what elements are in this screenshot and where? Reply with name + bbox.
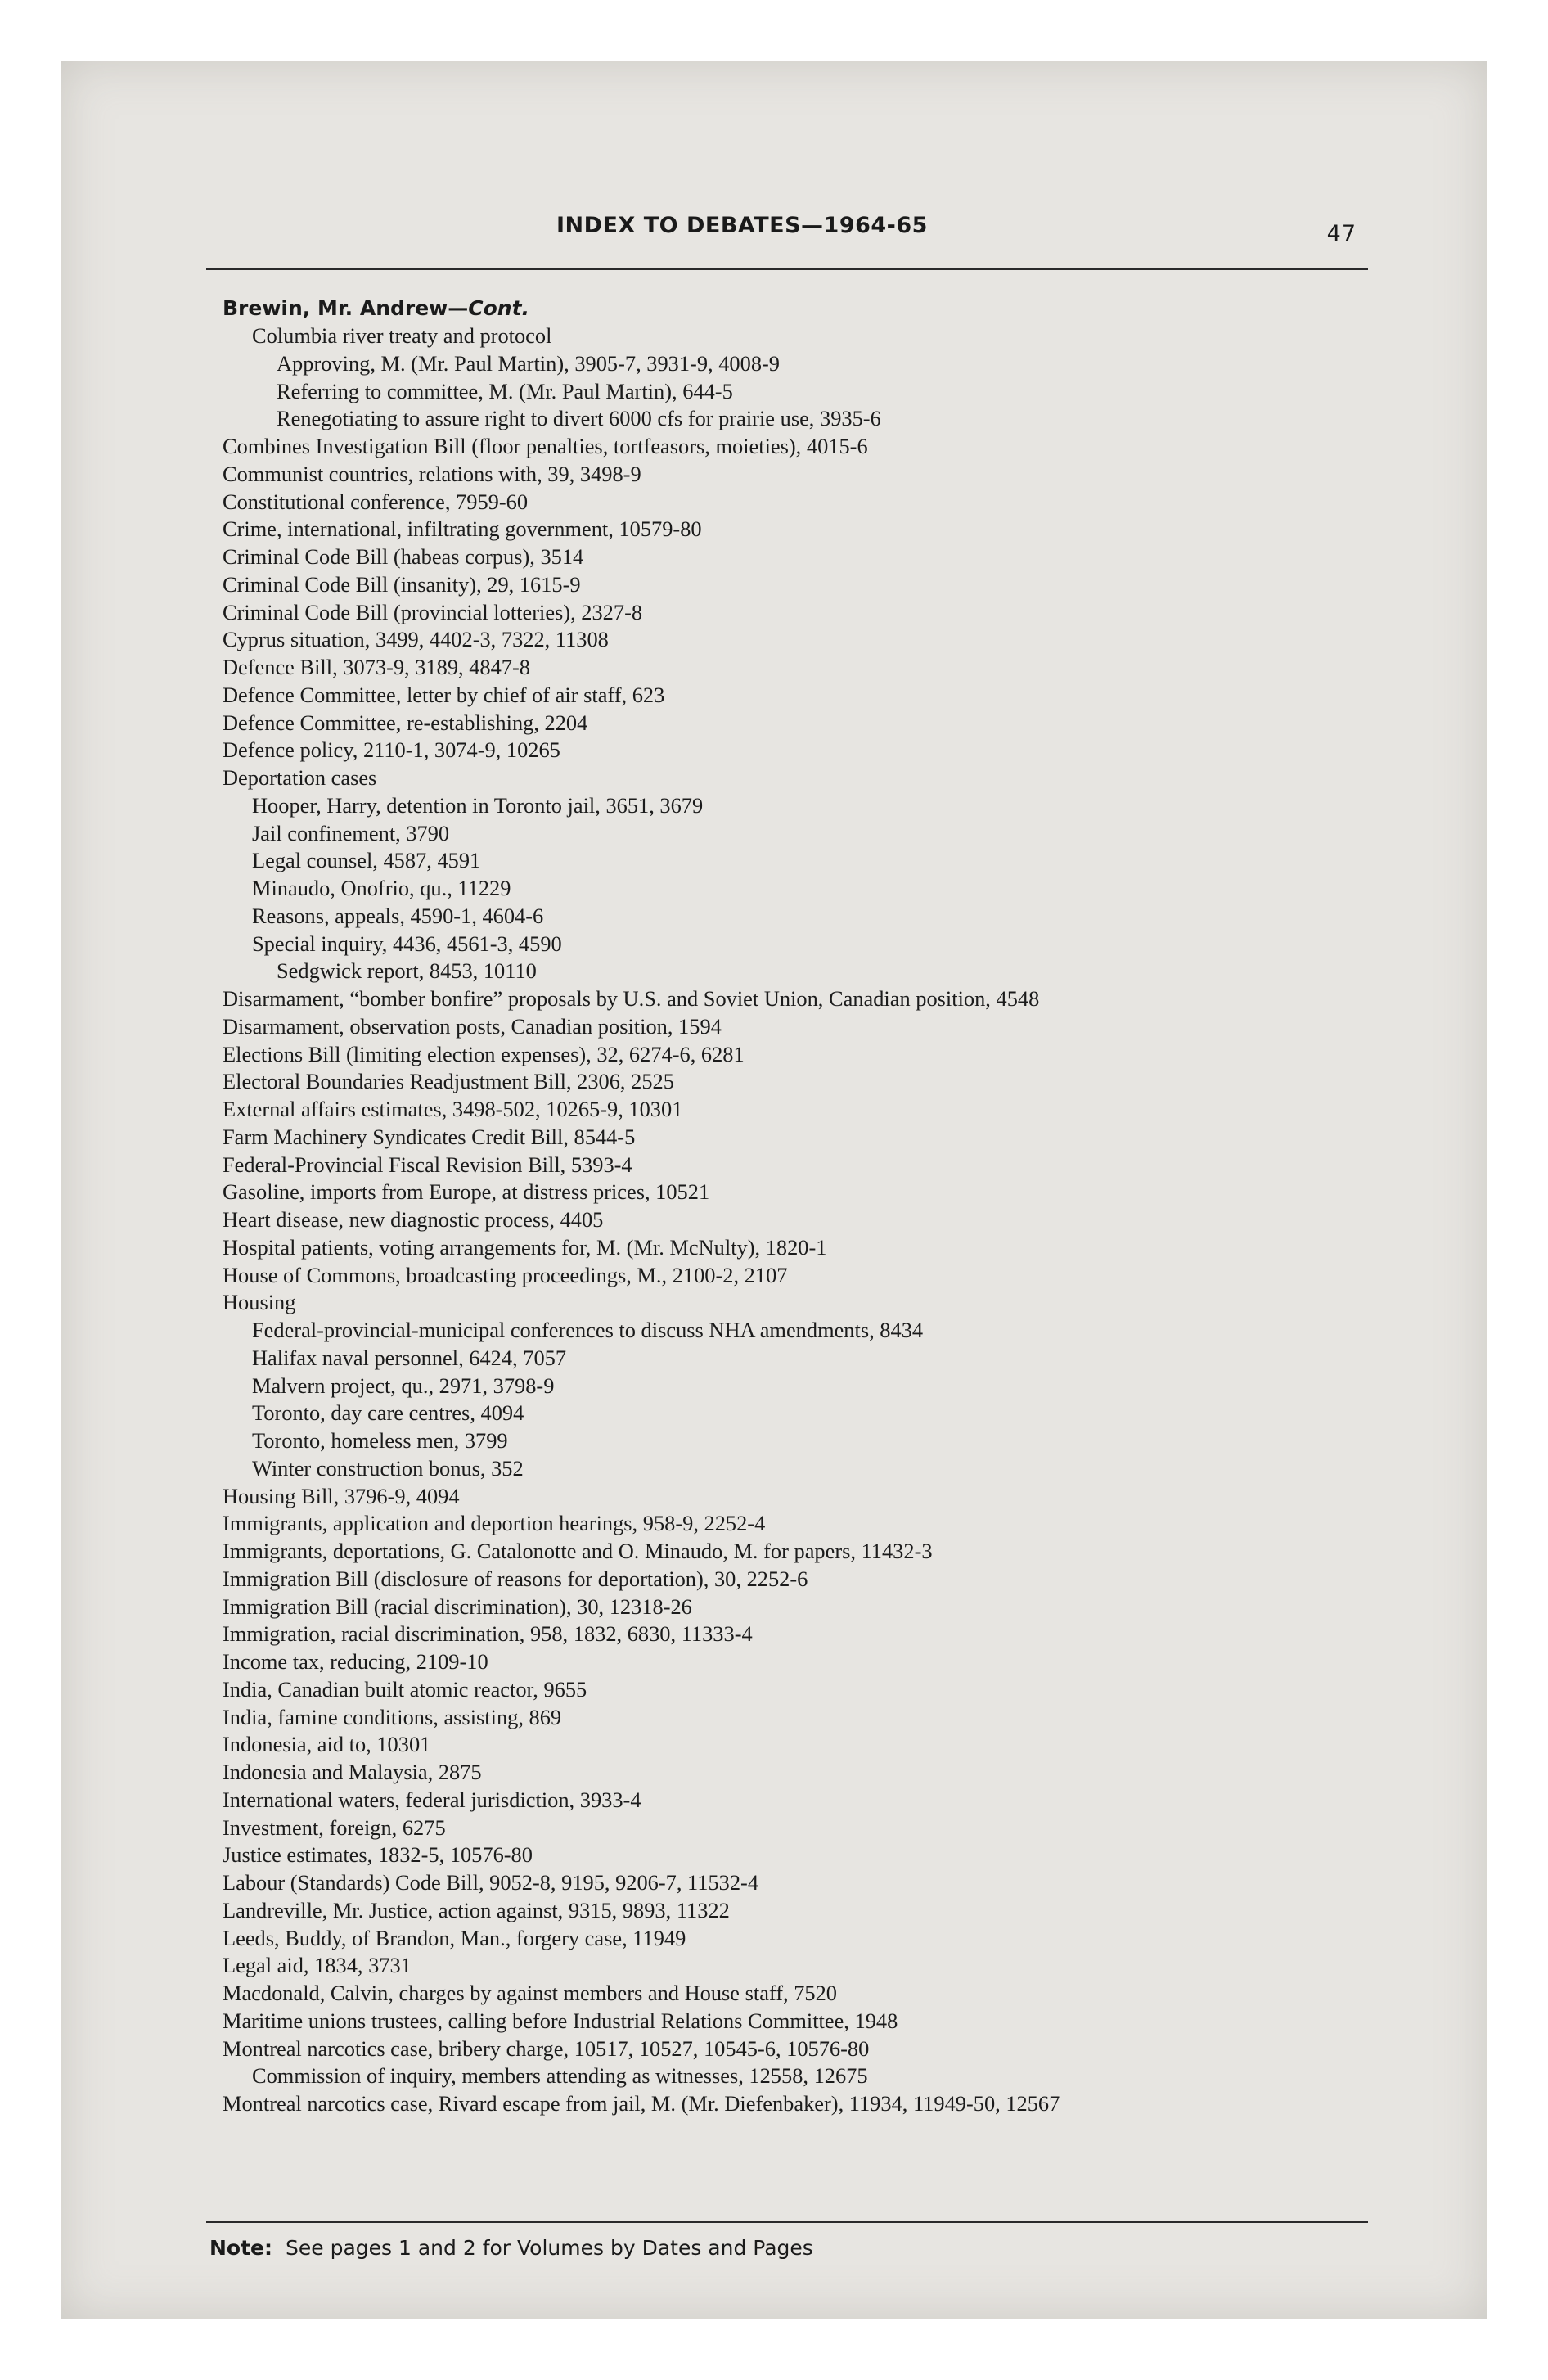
index-entry: External affairs estimates, 3498-502, 10265-9, 10301: [223, 1097, 683, 1121]
index-entry: Referring to committee, M. (Mr. Paul Martin), 644-5: [277, 378, 733, 403]
index-entry: Toronto, day care centres, 4094: [252, 1400, 524, 1426]
index-entry: Constitutional conference, 7959-60: [223, 489, 529, 514]
index-entry: Special inquiry, 4436, 4561-3, 4590: [252, 931, 562, 956]
index-entry: Criminal Code Bill (provincial lotteries), 2327-8: [223, 599, 643, 624]
index-entry: Montreal narcotics case, bribery charge, 10517, 10527, 10545-6, 10576-80: [223, 2035, 870, 2061]
index-entry: Farm Machinery Syndicates Credit Bill, 8544-5: [223, 1124, 636, 1149]
index-entry: Communist countries, relations with, 39, 3498-9: [223, 461, 641, 486]
index-entry: Combines Investigation Bill (floor penalties, tortfeasors, moieties), 4015-6: [223, 434, 868, 458]
index-entry: Legal counsel, 4587, 4591: [252, 848, 481, 873]
index-entry: Hooper, Harry, detention in Toronto jail, 3651, 3679: [252, 792, 704, 818]
index-entry: Approving, M. (Mr. Paul Martin), 3905-7, 3931-9, 4008-9: [277, 350, 780, 376]
index-entry: Disarmament, observation posts, Canadian position, 1594: [223, 1013, 722, 1039]
index-entry: Federal-provincial-municipal conferences to discuss NHA amendments, 8434: [252, 1318, 924, 1342]
author-heading: [223, 295, 1368, 322]
header-rule: [206, 268, 1368, 270]
index-entry: Sedgwick report, 8453, 10110: [277, 958, 537, 984]
index-entry: Immigration Bill (racial discrimination), 30, 12318-26: [223, 1593, 692, 1619]
index-entry: Hospital patients, voting arrangements for, M. (Mr. McNulty), 1820-1: [223, 1234, 827, 1260]
footnote: [209, 2236, 813, 2260]
index-entry: India, Canadian built atomic reactor, 9655: [223, 1676, 587, 1702]
index-entry-list: [223, 322, 1368, 2118]
index-entry: Leeds, Buddy, of Brandon, Man., forgery case, 11949: [223, 1925, 686, 1950]
index-entry: Landreville, Mr. Justice, action against, 9315, 9893, 11322: [223, 1897, 730, 1922]
index-entry: Immigrants, deportations, G. Catalonotte and O. Minaudo, M. for papers, 11432-3: [223, 1539, 933, 1563]
index-entry: Cyprus situation, 3499, 4402-3, 7322, 11308: [223, 627, 609, 652]
index-entry: Indonesia, aid to, 10301: [223, 1732, 431, 1757]
index-entry: Crime, international, infiltrating government, 10579-80: [223, 516, 702, 542]
footnote-label: Note:: [209, 2236, 273, 2260]
index-entry: India, famine conditions, assisting, 869: [223, 1704, 562, 1729]
footnote-text: See pages 1 and 2 for Volumes by Dates and Pages: [286, 2236, 813, 2260]
page-number: 47: [1326, 221, 1357, 246]
index-entry: Criminal Code Bill (insanity), 29, 1615-9: [223, 571, 581, 597]
index-entry: Gasoline, imports from Europe, at distress prices, 10521: [223, 1179, 710, 1205]
document-page: [61, 61, 1487, 2319]
index-entry: Justice estimates, 1832-5, 10576-80: [223, 1842, 533, 1868]
index-entry: Housing: [223, 1290, 296, 1315]
page-title: INDEX TO DEBATES—1964-65: [556, 213, 928, 238]
index-entry: Federal-Provincial Fiscal Revision Bill, 5393-4: [223, 1152, 632, 1177]
author-cont: Cont.: [468, 296, 530, 320]
index-entry: Winter construction bonus, 352: [252, 1455, 524, 1481]
index-entry: Renegotiating to assure right to divert 6000 cfs for prairie use, 3935-6: [277, 406, 881, 431]
index-entry: Disarmament, “bomber bonfire” proposals by U.S. and Soviet Union, Canadian position, 4548: [223, 986, 1040, 1011]
index-entry: Immigration, racial discrimination, 958, 1832, 6830, 11333-4: [223, 1621, 753, 1647]
index-entry: Electoral Boundaries Readjustment Bill, 2306, 2525: [223, 1069, 674, 1094]
index-entry: Jail confinement, 3790: [252, 820, 450, 845]
index-entry: Defence Committee, letter by chief of air staff, 623: [223, 682, 665, 707]
index-entry: Montreal narcotics case, Rivard escape from jail, M. (Mr. Diefenbaker), 11934, 11949-50, 12567: [223, 2091, 1060, 2116]
index-entry: Macdonald, Calvin, charges by against members and House staff, 7520: [223, 1981, 837, 2005]
index-entry: Commission of inquiry, members attending as witnesses, 12558, 12675: [252, 2063, 868, 2089]
index-entry: Immigration Bill (disclosure of reasons for deportation), 30, 2252-6: [223, 1566, 808, 1591]
footer-rule: [206, 2221, 1368, 2223]
index-entry: Halifax naval personnel, 6424, 7057: [252, 1345, 567, 1370]
index-entry: Criminal Code Bill (habeas corpus), 3514: [223, 544, 584, 569]
index-entry: Indonesia and Malaysia, 2875: [223, 1760, 482, 1784]
page-header: [61, 213, 1487, 254]
index-entry: Elections Bill (limiting election expenses), 32, 6274-6, 6281: [223, 1041, 745, 1066]
index-entry: Columbia river treaty and protocol: [252, 323, 552, 348]
index-entry: Housing Bill, 3796-9, 4094: [223, 1483, 460, 1508]
index-entry: Deportation cases: [223, 765, 377, 790]
index-entry: Malvern project, qu., 2971, 3798-9: [252, 1373, 555, 1398]
author-name: Brewin, Mr. Andrew—: [223, 296, 469, 320]
index-entry: Minaudo, Onofrio, qu., 11229: [252, 876, 511, 900]
index-entry: Heart disease, new diagnostic process, 4405: [223, 1207, 604, 1232]
index-entry: Immigrants, application and deportion hearings, 958-9, 2252-4: [223, 1511, 766, 1536]
index-entry: Defence Bill, 3073-9, 3189, 4847-8: [223, 655, 530, 679]
index-entry: International waters, federal jurisdiction, 3933-4: [223, 1787, 641, 1812]
index-content: [223, 295, 1368, 2118]
index-entry: Defence Committee, re-establishing, 2204: [223, 710, 588, 735]
index-entry: Reasons, appeals, 4590-1, 4604-6: [252, 903, 544, 928]
index-entry: Legal aid, 1834, 3731: [223, 1953, 412, 1978]
index-entry: House of Commons, broadcasting proceedings, M., 2100-2, 2107: [223, 1262, 788, 1287]
index-entry: Toronto, homeless men, 3799: [252, 1428, 508, 1453]
index-entry: Maritime unions trustees, calling before Industrial Relations Committee, 1948: [223, 2008, 898, 2033]
index-entry: Investment, foreign, 6275: [223, 1814, 446, 1840]
index-entry: Income tax, reducing, 2109-10: [223, 1649, 488, 1674]
index-entry: Defence policy, 2110-1, 3074-9, 10265: [223, 737, 560, 763]
index-entry: Labour (Standards) Code Bill, 9052-8, 9195, 9206-7, 11532-4: [223, 1870, 759, 1895]
